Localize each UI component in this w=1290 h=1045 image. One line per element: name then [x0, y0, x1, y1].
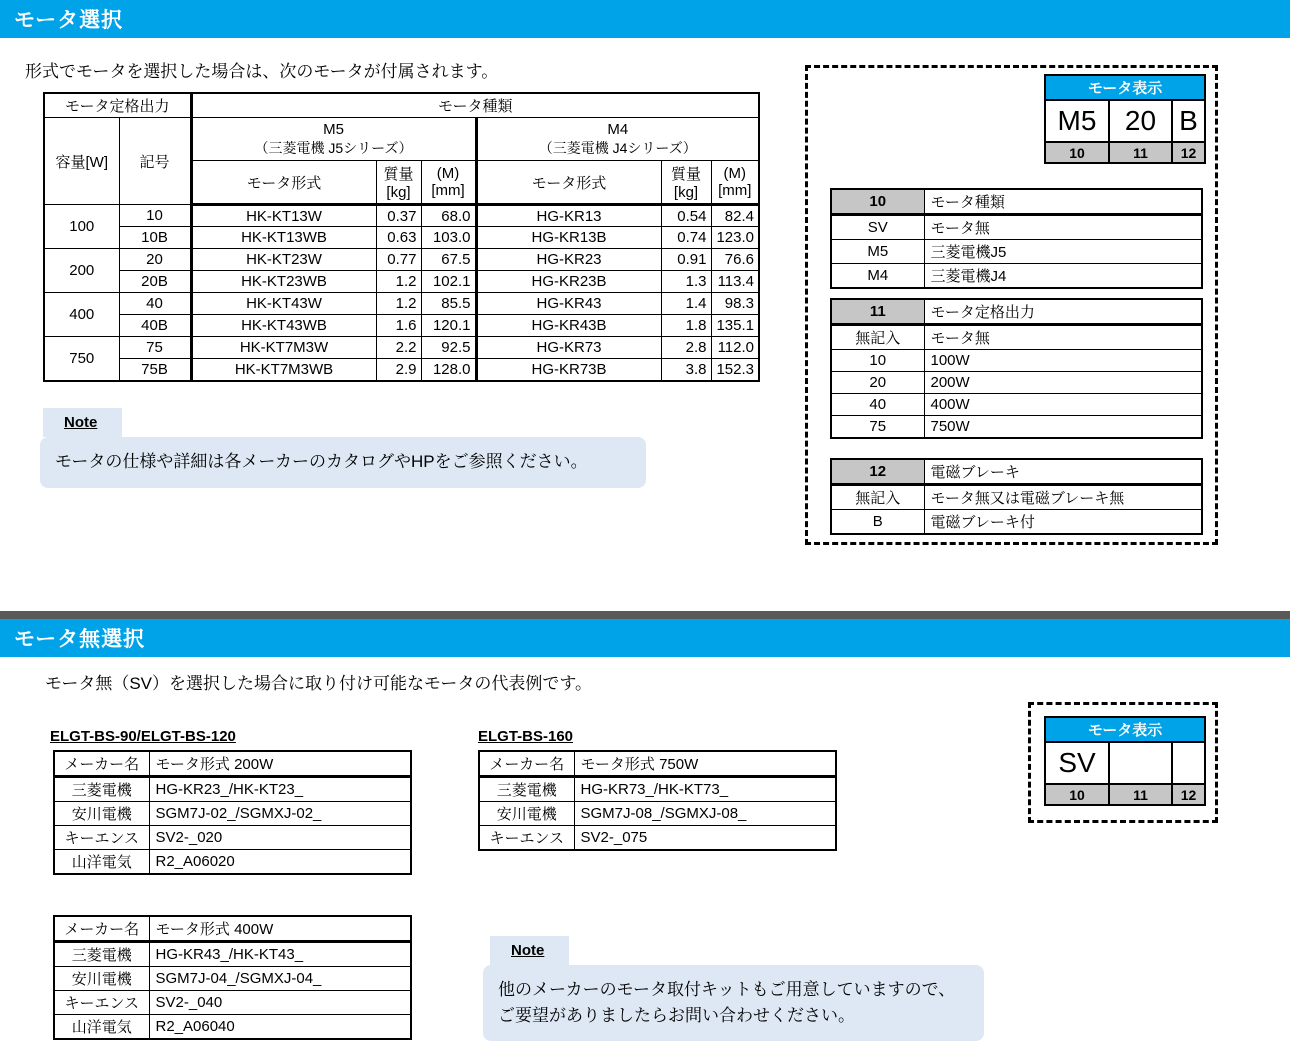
table-row [831, 372, 1202, 394]
table-row [44, 359, 759, 381]
cell: 400W [924, 394, 1202, 416]
cell: HG-KR23B [476, 271, 661, 293]
mass-label: 質量 [670, 166, 701, 183]
table-header-row [44, 118, 759, 161]
cell: 113.4 [711, 271, 759, 293]
cell: HK-KT7M3W [191, 337, 376, 359]
table-header-row [44, 93, 759, 118]
display-index: 10 [1045, 784, 1109, 805]
display-index: 11 [1109, 784, 1172, 805]
table-row [54, 802, 411, 826]
m4-series-header [476, 118, 759, 161]
cell: R2_A06040 [149, 1015, 411, 1040]
code-title: モータ種類 [924, 189, 1202, 215]
cell: 10B [119, 227, 191, 249]
cell: HG-KR73_/HK-KT73_ [574, 777, 836, 802]
cell: SV2-_040 [149, 991, 411, 1015]
cell: 76.6 [711, 249, 759, 271]
cell: 40B [119, 315, 191, 337]
table-row [831, 416, 1202, 438]
display-index: 12 [1172, 784, 1205, 805]
motor-spec-table-body [44, 205, 759, 381]
capacity-header: 容量[W] [44, 118, 119, 205]
cell: 92.5 [421, 337, 476, 359]
table-row [479, 777, 836, 802]
code-table-12 [830, 458, 1203, 535]
cell: 1.4 [661, 293, 711, 315]
code-table-12-body [831, 485, 1202, 535]
display-title: モータ表示 [1045, 717, 1205, 742]
cell: 0.63 [376, 227, 421, 249]
cell: 1.6 [376, 315, 421, 337]
cell: キーエンス [54, 991, 149, 1015]
table-row [54, 850, 411, 875]
cell: HK-KT23WB [191, 271, 376, 293]
table-row [831, 325, 1202, 350]
cell: 0.37 [376, 205, 421, 227]
note-text: モータの仕様や詳細は各メーカーのカタログやHPをご参照ください。 [55, 452, 588, 472]
table-row [479, 802, 836, 826]
display-cell-type: M5 [1045, 100, 1109, 142]
cell: B [831, 510, 924, 535]
code-number: 12 [831, 459, 924, 485]
maker-header: メーカー名 [54, 916, 149, 942]
cell: 三菱電機 [54, 942, 149, 967]
cell: 安川電機 [54, 802, 149, 826]
mass-unit: [kg] [386, 184, 411, 201]
cell: 152.3 [711, 359, 759, 381]
cell: 山洋電気 [54, 1015, 149, 1040]
cell: 三菱電機 [479, 777, 574, 802]
display-index: 12 [1172, 142, 1205, 163]
code-title: 電磁ブレーキ [924, 459, 1202, 485]
note-tab [43, 408, 122, 437]
cell: モータ無又は電磁ブレーキ無 [924, 485, 1202, 510]
cell: 1.8 [661, 315, 711, 337]
m4-m-header [711, 161, 759, 205]
cell: モータ無 [924, 325, 1202, 350]
code-table-10 [830, 188, 1203, 289]
m5-subtitle: （三菱電機 J5シリーズ） [254, 139, 413, 156]
cell: M5 [831, 240, 924, 264]
table-caption-bs90-120: ELGT-BS-90/ELGT-BS-120 [50, 728, 236, 745]
table-header-row [831, 459, 1202, 485]
table-row [831, 485, 1202, 510]
cell: HK-KT13WB [191, 227, 376, 249]
cell: 20 [831, 372, 924, 394]
cell: 123.0 [711, 227, 759, 249]
maker-table-200w-body [54, 777, 411, 875]
table-row [54, 967, 411, 991]
display-title: モータ表示 [1045, 75, 1205, 100]
capacity-cell: 100 [44, 205, 119, 249]
maker-table-750w-body [479, 777, 836, 851]
note-label: Note [511, 942, 545, 959]
cell: 山洋電気 [54, 850, 149, 875]
cell: 電磁ブレーキ付 [924, 510, 1202, 535]
note-text: 他のメーカーのモータ取付キットもご用意していますので、 [498, 979, 956, 999]
table-row [831, 240, 1202, 264]
cell: 67.5 [421, 249, 476, 271]
cell: 安川電機 [479, 802, 574, 826]
table-header-row [54, 916, 411, 942]
m4-subtitle: （三菱電機 J4シリーズ） [538, 139, 697, 156]
model-header: モータ形式 750W [574, 751, 836, 777]
section1-title: モータ選択 [14, 9, 124, 32]
cell: キーエンス [54, 826, 149, 850]
display-index: 10 [1045, 142, 1109, 163]
table-row [44, 227, 759, 249]
display-value-row [1045, 100, 1205, 142]
cell: 0.91 [661, 249, 711, 271]
m4-mass-header [661, 161, 711, 205]
cell: キーエンス [479, 826, 574, 851]
table-row [44, 249, 759, 271]
motor-spec-table [43, 92, 760, 382]
m5-m-header [421, 161, 476, 205]
code-table-10-body [831, 215, 1202, 289]
cell: HG-KR43 [476, 293, 661, 315]
m-label: (M) [436, 165, 460, 182]
display-cell-brake [1172, 742, 1205, 784]
table-row [44, 315, 759, 337]
cell: 2.2 [376, 337, 421, 359]
mass-unit: [kg] [673, 184, 699, 201]
cell: 0.74 [661, 227, 711, 249]
cell: モータ無 [924, 215, 1202, 240]
section2-intro-text: モータ無（SV）を選択した場合に取り付け可能なモータの代表例です。 [45, 674, 592, 693]
m-unit: [mm] [431, 182, 465, 199]
table-row [831, 215, 1202, 240]
cell: 120.1 [421, 315, 476, 337]
table-row [54, 991, 411, 1015]
cell: 75 [831, 416, 924, 438]
m5-series-header [191, 118, 476, 161]
capacity-cell: 400 [44, 293, 119, 337]
cell: 10 [831, 350, 924, 372]
cell: 135.1 [711, 315, 759, 337]
table-header-row [54, 751, 411, 777]
cell: HK-KT7M3WB [191, 359, 376, 381]
capacity-cell: 750 [44, 337, 119, 381]
cell: 20B [119, 271, 191, 293]
cell: 112.0 [711, 337, 759, 359]
cell: 98.3 [711, 293, 759, 315]
cell: 10 [119, 205, 191, 227]
table-header-row [831, 299, 1202, 325]
cell: HG-KR23_/HK-KT23_ [149, 777, 411, 802]
cell: 200W [924, 372, 1202, 394]
table-header-row [831, 189, 1202, 215]
code-table-11-body [831, 325, 1202, 438]
cell: HK-KT43W [191, 293, 376, 315]
note-tab [490, 936, 569, 965]
display-index-row [1045, 142, 1205, 163]
m4-title: M4 [607, 120, 629, 138]
table-row [54, 942, 411, 967]
maker-header: メーカー名 [54, 751, 149, 777]
motor-type-header: モータ種類 [191, 93, 759, 118]
table-row [54, 777, 411, 802]
cell: 68.0 [421, 205, 476, 227]
maker-table-200w [53, 750, 412, 875]
maker-table-400w-body [54, 942, 411, 1040]
table-row [44, 337, 759, 359]
cell: HK-KT23W [191, 249, 376, 271]
table-row [54, 1015, 411, 1040]
m5-mass-header [376, 161, 421, 205]
cell: 1.3 [661, 271, 711, 293]
rated-output-header: モータ定格出力 [44, 93, 191, 118]
section1-header-bar [0, 0, 1290, 38]
table-row [54, 826, 411, 850]
cell: 128.0 [421, 359, 476, 381]
display-cell-type: SV [1045, 742, 1109, 784]
motor-display-table [1044, 74, 1204, 164]
cell: HK-KT43WB [191, 315, 376, 337]
cell: SGM7J-04_/SGMXJ-04_ [149, 967, 411, 991]
capacity-cell: 200 [44, 249, 119, 293]
display-header-row [1045, 75, 1205, 100]
table-row [831, 510, 1202, 535]
table-row [831, 264, 1202, 289]
note-text: ご要望がありましたらお問い合わせください。 [498, 1006, 855, 1025]
cell: SGM7J-08_/SGMXJ-08_ [574, 802, 836, 826]
cell: 三菱電機J4 [924, 264, 1202, 289]
cell: 75 [119, 337, 191, 359]
table-row [831, 350, 1202, 372]
cell: SV2-_020 [149, 826, 411, 850]
table-caption-bs160: ELGT-BS-160 [478, 728, 574, 745]
cell: 40 [831, 394, 924, 416]
m-label: (M) [723, 165, 746, 182]
cell: 82.4 [711, 205, 759, 227]
cell: 1.2 [376, 271, 421, 293]
code-number: 11 [831, 299, 924, 325]
cell: R2_A06020 [149, 850, 411, 875]
cell: HG-KR23 [476, 249, 661, 271]
section2-header-bar [0, 619, 1290, 657]
cell: 1.2 [376, 293, 421, 315]
cell: HK-KT13W [191, 205, 376, 227]
cell: 3.8 [661, 359, 711, 381]
note-box [40, 437, 646, 488]
cell: HG-KR43B [476, 315, 661, 337]
mass-label: 質量 [383, 166, 414, 183]
cell: 750W [924, 416, 1202, 438]
cell: SV2-_075 [574, 826, 836, 851]
cell: 102.1 [421, 271, 476, 293]
display-cell-output: 20 [1109, 100, 1172, 142]
table-row [44, 205, 759, 227]
cell: 2.8 [661, 337, 711, 359]
maker-header: メーカー名 [479, 751, 574, 777]
m5-title: M5 [323, 120, 344, 138]
display-cell-brake: B [1172, 100, 1205, 142]
display-index: 11 [1109, 142, 1172, 163]
note-box [483, 965, 984, 1041]
code-number: 10 [831, 189, 924, 215]
note-label: Note [64, 414, 98, 431]
cell: HG-KR73 [476, 337, 661, 359]
cell: 無記入 [831, 485, 924, 510]
section2-title: モータ無選択 [14, 628, 146, 651]
table-row [831, 394, 1202, 416]
cell: 100W [924, 350, 1202, 372]
section-divider-bar [0, 611, 1290, 619]
code-table-11 [830, 298, 1203, 439]
cell: 0.54 [661, 205, 711, 227]
model-header: モータ形式 400W [149, 916, 411, 942]
cell: HG-KR43_/HK-KT43_ [149, 942, 411, 967]
motor-display-table-sv [1044, 716, 1204, 806]
maker-table-750w [478, 750, 837, 851]
cell: 40 [119, 293, 191, 315]
cell: 85.5 [421, 293, 476, 315]
m5-model-header: モータ形式 [191, 161, 376, 205]
cell: HG-KR73B [476, 359, 661, 381]
table-row [44, 271, 759, 293]
display-index-row [1045, 784, 1205, 805]
cell: 103.0 [421, 227, 476, 249]
table-header-row [479, 751, 836, 777]
symbol-header: 記号 [119, 118, 191, 205]
cell: 三菱電機J5 [924, 240, 1202, 264]
code-title: モータ定格出力 [924, 299, 1202, 325]
display-cell-output [1109, 742, 1172, 784]
cell: 75B [119, 359, 191, 381]
cell: HG-KR13 [476, 205, 661, 227]
display-value-row [1045, 742, 1205, 784]
cell: SGM7J-02_/SGMXJ-02_ [149, 802, 411, 826]
cell: 無記入 [831, 325, 924, 350]
table-row [479, 826, 836, 851]
section1-intro-text: 形式でモータを選択した場合は、次のモータが付属されます。 [25, 62, 499, 81]
cell: 2.9 [376, 359, 421, 381]
model-header: モータ形式 200W [149, 751, 411, 777]
display-header-row [1045, 717, 1205, 742]
cell: SV [831, 215, 924, 240]
m4-model-header: モータ形式 [476, 161, 661, 205]
maker-table-400w [53, 915, 412, 1040]
table-row [44, 293, 759, 315]
cell: HG-KR13B [476, 227, 661, 249]
cell: M4 [831, 264, 924, 289]
m-unit: [mm] [718, 182, 752, 199]
cell: 0.77 [376, 249, 421, 271]
cell: 20 [119, 249, 191, 271]
cell: 安川電機 [54, 967, 149, 991]
cell: 三菱電機 [54, 777, 149, 802]
